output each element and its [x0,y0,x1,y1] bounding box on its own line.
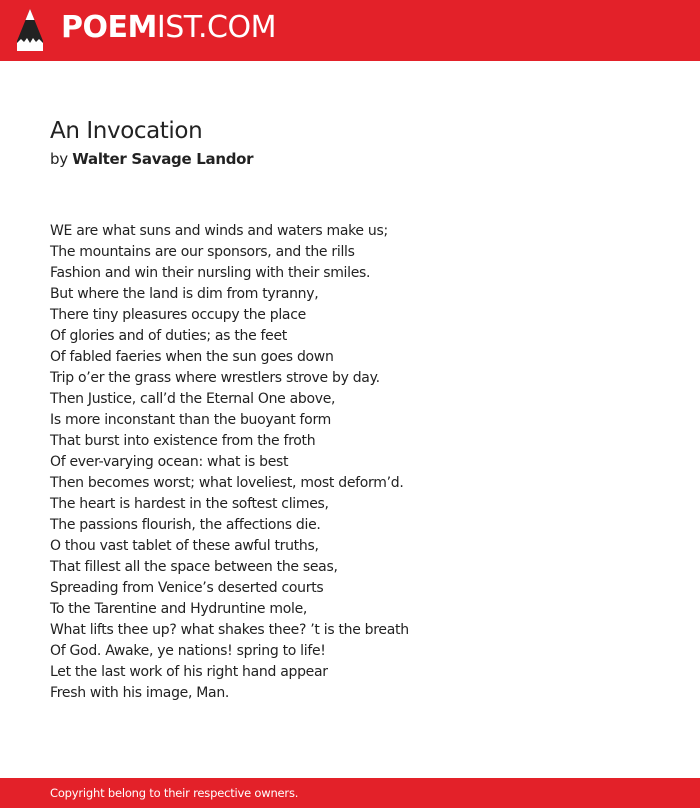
poem-content [50,115,660,704]
author-link[interactable]: Walter Savage Landor [72,150,254,168]
poem-title: An Invocation [50,118,203,144]
site-footer [0,778,700,808]
poem-body [50,221,660,704]
poem-line: What lifts thee up? what shakes thee? ’t is the breath [50,622,409,638]
site-logo-link[interactable] [17,9,276,51]
poem-line: Then becomes worst; what loveliest, most deform’d. [50,475,404,491]
poem-line: Fresh with his image, Man. [50,685,230,701]
site-name [61,10,276,45]
copyright-text: Copyright belong to their respective owners. [50,786,299,800]
pencil-tip-icon [17,9,43,51]
by-label: by [50,150,68,168]
poem-line: Trip o’er the grass where wrestlers strove by day. [50,370,380,386]
poem-line: Fashion and win their nursling with their smiles. [50,265,371,281]
poem-line: The mountains are our sponsors, and the rills [50,244,355,260]
site-header [0,0,700,61]
poem-line: WE are what suns and winds and waters make us; [50,223,388,239]
poem-line: Spreading from Venice’s deserted courts [50,580,324,596]
poem-line: Is more inconstant than the buoyant form [50,412,331,428]
poem-line: Of glories and of duties; as the feet [50,328,287,344]
poem-line: But where the land is dim from tyranny, [50,286,319,302]
byline [50,149,660,169]
poem-line: That burst into existence from the froth [50,433,316,449]
poem-line: Of fabled faeries when the sun goes down [50,349,334,365]
site-name-light: IST.COM [156,10,276,45]
poem-line: Let the last work of his right hand appear [50,664,328,680]
poem-line: O thou vast tablet of these awful truths, [50,538,319,554]
poem-line: Then Justice, call’d the Eternal One above, [50,391,336,407]
poem-line: The heart is hardest in the softest climes, [50,496,329,512]
poem-line: Of ever-varying ocean: what is best [50,454,289,470]
poem-line: The passions flourish, the affections die. [50,517,321,533]
poem-line: There tiny pleasures occupy the place [50,307,306,323]
site-name-bold: POEM [61,10,157,45]
poem-line: Of God. Awake, ye nations! spring to life! [50,643,326,659]
poem-line: That fillest all the space between the seas, [50,559,338,575]
poem-line: To the Tarentine and Hydruntine mole, [50,601,308,617]
